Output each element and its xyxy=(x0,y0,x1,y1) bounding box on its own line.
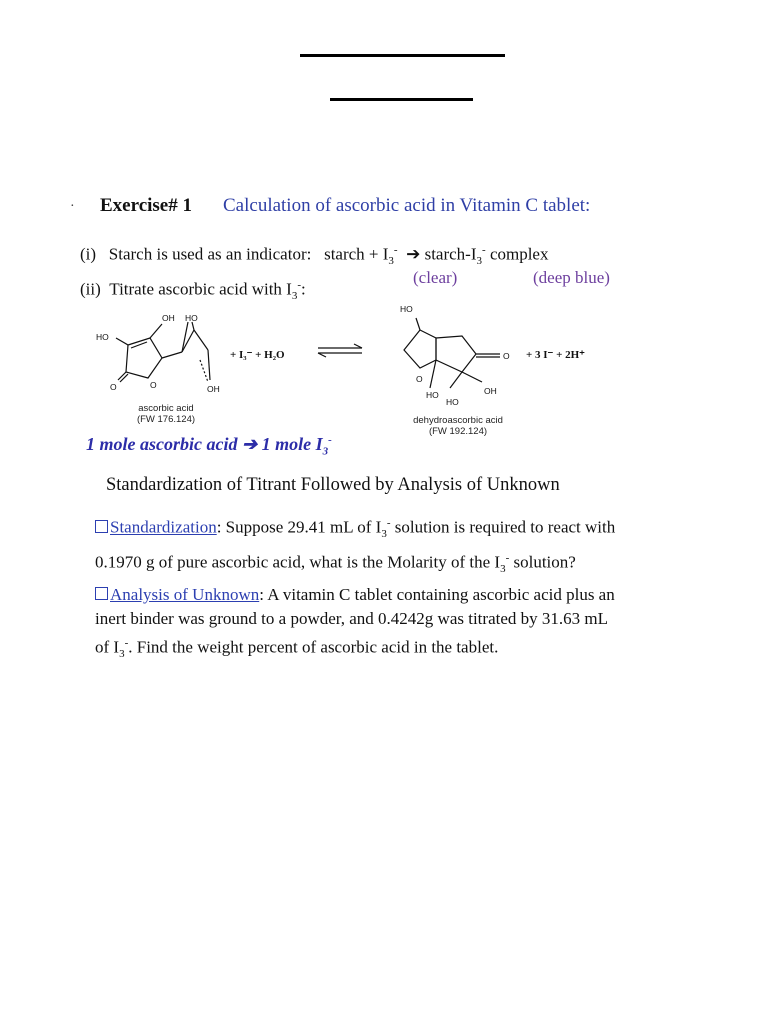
analysis-line-1 xyxy=(95,583,615,607)
analysis-line-2: inert binder was ground to a powder, and 0.4242g was titrated by 31.63 mL xyxy=(95,609,608,628)
oh-label-1: OH xyxy=(162,313,175,323)
product-fw: (FW 192.124) xyxy=(428,426,488,437)
slide-bullet: · xyxy=(70,199,75,214)
ho-label-2: HO xyxy=(96,332,109,342)
analysis-text-c: of I xyxy=(95,637,120,657)
checkbox-icon-2 xyxy=(95,587,108,600)
step-2-text: Titrate ascorbic acid with I xyxy=(109,279,292,299)
mole-ratio-left: 1 mole ascorbic acid xyxy=(86,434,238,454)
o-label-2: O xyxy=(150,380,157,390)
step-1-label: (i) xyxy=(80,244,97,264)
analysis-text-d: . Find the weight percent of ascorbic acid in the tablet. xyxy=(128,637,499,657)
o-label-4: O xyxy=(503,351,510,361)
arrow-icon-2: ➔ xyxy=(241,434,258,454)
exercise-subtitle: Calculation of ascorbic acid in Vitamin C tablet: xyxy=(223,195,591,216)
standardization-text-d: solution? xyxy=(509,552,576,572)
step-1-eq-right: starch-I xyxy=(424,244,477,264)
ascorbic-acid-structure xyxy=(116,322,210,382)
standardization-paragraph xyxy=(95,511,615,581)
reactant-name: ascorbic acid xyxy=(138,403,194,414)
ho-label-1: HO xyxy=(185,313,198,323)
ho-label-4: HO xyxy=(426,390,439,400)
ho-label-5: HO xyxy=(446,397,459,407)
header-rule-top xyxy=(300,54,505,57)
section-heading: Standardization of Titrant Followed by Analysis of Unknown xyxy=(106,475,560,495)
analysis-paragraph xyxy=(95,583,615,666)
standardization-line-1: Standardization: Suppose 29.41 mL of $I_3^-$ solution is required to react with xyxy=(95,511,615,546)
mole-ratio-right: 1 mole I xyxy=(261,434,323,454)
step-2-colon: : xyxy=(301,279,306,299)
header-rule-bottom xyxy=(330,98,473,101)
oh-label-3: OH xyxy=(207,384,220,394)
analysis-line-3: of $I_3^-$. Find the weight percent of ascorbic acid in the tablet. xyxy=(95,637,499,661)
reaction-scheme xyxy=(90,300,610,410)
mole-ratio: 1 mole ascorbic acid ➔ 1 mole $I_3^-$ xyxy=(86,434,332,458)
product-caption xyxy=(398,415,518,437)
step-1-text: Starch is used as an indicator: xyxy=(108,244,312,264)
step-2-label: (ii) xyxy=(80,279,101,299)
exercise-title: Exercise# 1 xyxy=(100,195,192,216)
clear-label: (clear) xyxy=(413,268,458,287)
standardization-text-a: : Suppose 29.41 mL of I xyxy=(216,517,382,537)
reactant-fw: (FW 176.124) xyxy=(136,414,196,425)
standardization-link[interactable]: Standardization xyxy=(110,517,217,537)
reagents-text: + I₃⁻ + H₂O xyxy=(230,349,285,361)
ho-label-3: HO xyxy=(400,304,413,314)
step-1-eq-end: complex xyxy=(489,244,549,264)
analysis-link[interactable]: Analysis of Unknown xyxy=(110,585,260,604)
product-name: dehydroascorbic acid xyxy=(413,415,503,426)
arrow-icon: ➔ xyxy=(406,244,421,264)
o-label-1: O xyxy=(110,382,117,392)
standardization-line-2: 0.1970 g of pure ascorbic acid, what is the Molarity of the $I_3^-$ solution? xyxy=(95,552,576,576)
analysis-text-a: : A vitamin C tablet containing ascorbic acid plus an xyxy=(259,585,615,604)
step-1-line: (i) Starch is used as an indicator: starch + $I_3^-$ ➔ starch-$I_3^-$ complex xyxy=(80,244,549,268)
step-2-line: (ii) Titrate ascorbic acid with $I_3^-$: xyxy=(80,279,306,303)
products-extra-text: + 3 I⁻ + 2H⁺ xyxy=(526,349,585,361)
deep-blue-label: (deep blue) xyxy=(533,268,610,287)
step-1-eq-left: starch + I xyxy=(324,244,389,264)
standardization-text-c: 0.1970 g of pure ascorbic acid, what is the Molarity of the I xyxy=(95,552,501,572)
reactant-caption xyxy=(116,403,216,425)
equilibrium-arrow-icon xyxy=(318,344,362,357)
standardization-text-b: solution is required to react with xyxy=(390,517,616,537)
oh-label-4: OH xyxy=(484,386,497,396)
o-label-3: O xyxy=(416,374,423,384)
checkbox-icon xyxy=(95,520,108,533)
